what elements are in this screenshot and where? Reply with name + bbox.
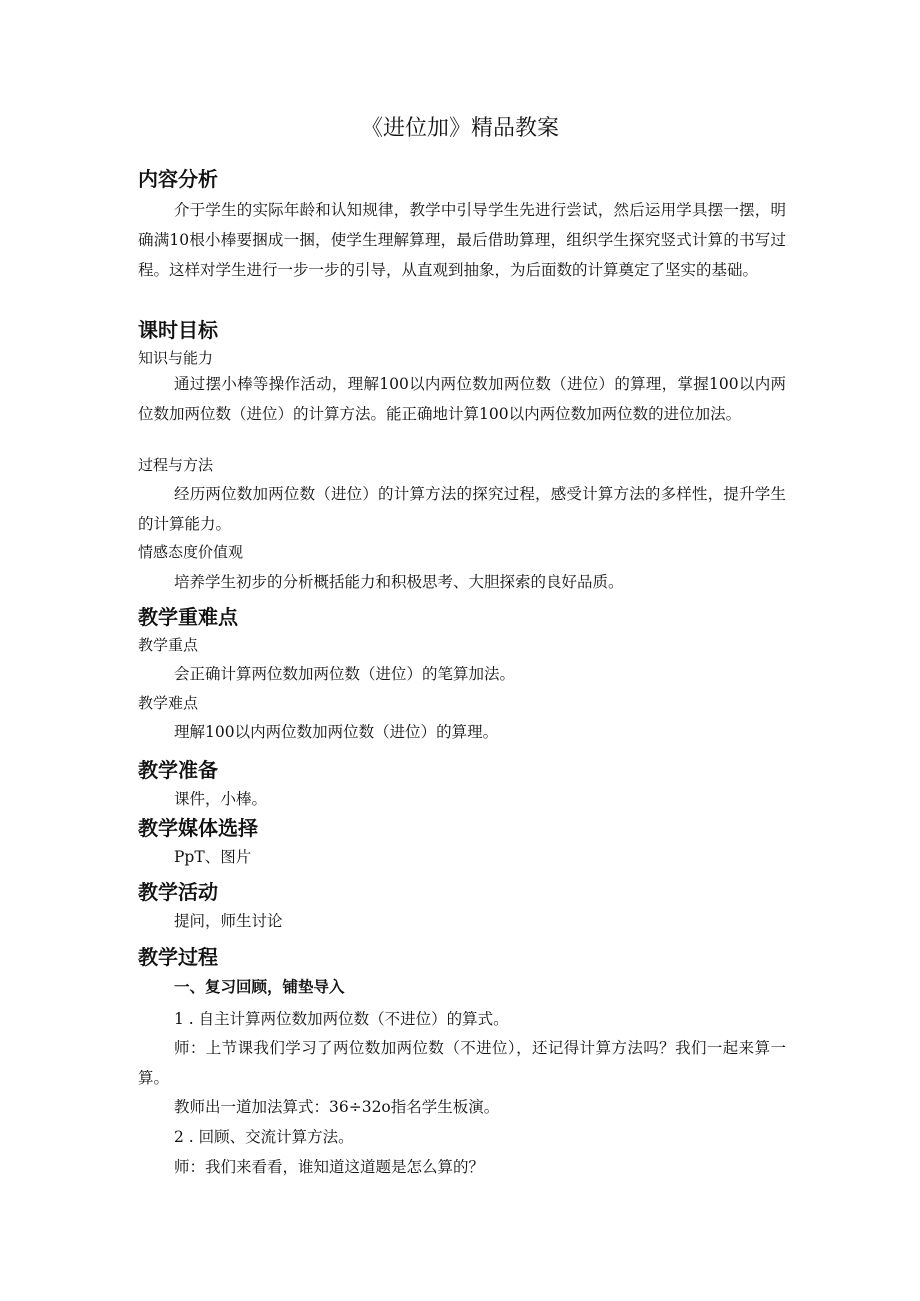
content-analysis-text: 介于学生的实际年龄和认知规律，教学中引导学生先进行尝试，然后运用学具摆一摆，明确满10根小棒要捆成一捆，使学生理解算理，最后借助算理，组织学生探究竖式计算的书写过程。这样对学生进行一步一步的引导，从直观到抽象，为后面数的计算奠定了坚实的基础。 <box>138 201 786 279</box>
process-method-text: 经历两位数加两位数（进位）的计算方法的探究过程，感受计算方法的多样性，提升学生的计算能力。 <box>138 485 786 533</box>
heading-key-points: 教学重难点 <box>138 605 238 629</box>
knowledge-ability-text: 通过摆小棒等操作活动，理解100以内两位数加两位数（进位）的算理，掌握100以内两位数加两位数（进位）的计算方法。能正确地计算100以内两位数加两位数的进位加法。 <box>138 375 786 423</box>
label-attitude-values: 情感态度价值观 <box>138 543 244 561</box>
process-teacher1: 师：上节课我们学习了两位数加两位数（不进位），还记得计算方法吗？我们一起来算一算。 <box>138 1039 786 1087</box>
process-item1: 1 . 自主计算两位数加两位数（不进位）的算式。 <box>174 1010 509 1028</box>
label-process-method: 过程与方法 <box>138 456 214 474</box>
heading-media: 教学媒体选择 <box>138 816 258 840</box>
label-teaching-difficulty: 教学难点 <box>138 694 199 712</box>
activity-text: 提问，师生讨论 <box>174 912 283 930</box>
heading-objectives: 课时目标 <box>138 318 218 342</box>
attitude-values-text: 培养学生初步的分析概括能力和积极思考、大胆探索的良好品质。 <box>174 573 624 591</box>
preparation-text: 课件，小棒。 <box>174 790 268 808</box>
heading-activity: 教学活动 <box>138 880 218 904</box>
document-title: 《进位加》精品教案 <box>360 116 559 141</box>
teaching-difficulty-text: 理解100以内两位数加两位数（进位）的算理。 <box>174 723 499 741</box>
process-step1-title: 一、复习回顾，铺垫导入 <box>174 978 345 996</box>
heading-content-analysis: 内容分析 <box>138 167 218 191</box>
heading-process: 教学过程 <box>138 945 218 969</box>
process-example: 教师出一道加法算式：36÷32o指名学生板演。 <box>174 1098 500 1116</box>
process-teacher2: 师：我们来看看，谁知道这道题是怎么算的？ <box>174 1158 485 1176</box>
label-teaching-focus: 教学重点 <box>138 636 199 654</box>
heading-preparation: 教学准备 <box>138 758 218 782</box>
teaching-focus-text: 会正确计算两位数加两位数（进位）的笔算加法。 <box>174 665 516 683</box>
media-text: PpT、图片 <box>174 848 252 866</box>
label-knowledge-ability: 知识与能力 <box>138 349 214 367</box>
process-item2: 2 . 回顾、交流计算方法。 <box>174 1128 354 1146</box>
